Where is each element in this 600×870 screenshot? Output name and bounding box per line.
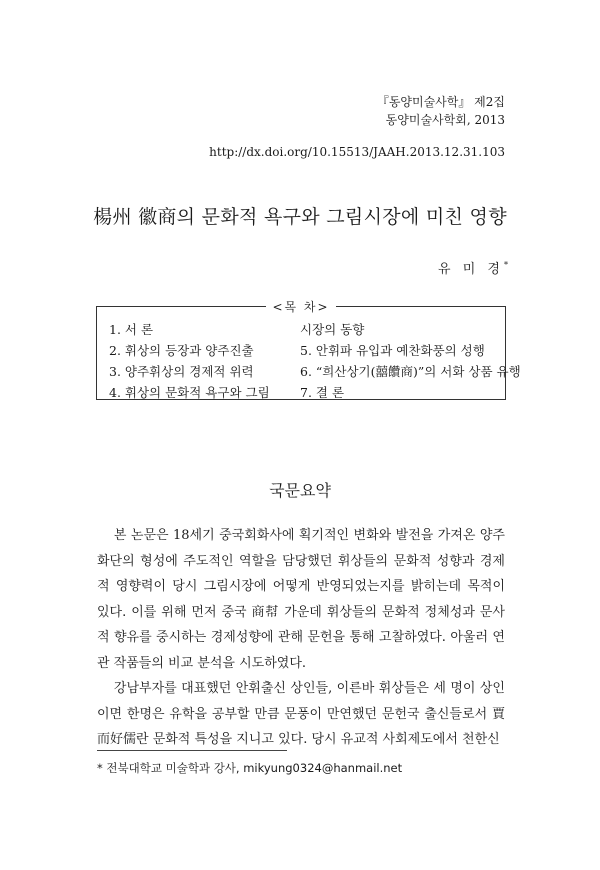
toc-item: 7. 결 론: [300, 385, 345, 400]
author: [438, 258, 508, 277]
toc-item: 3. 양주휘상의 경제적 위력: [109, 364, 254, 379]
toc-item: 2. 휘상의 등장과 양주진출: [109, 343, 254, 358]
toc-item: 1. 서 론: [109, 322, 154, 337]
publisher: 동양미술사학회, 2013: [385, 113, 505, 127]
abstract-paragraph: 강남부자를 대표했던 안휘출신 상인들, 이른바 휘상들은 세 명이 상인이면 한명은 유학을 공부할 만큼 문풍이 만연했던 문헌국 출신들로서 賈而好儒란 문화적 특성을 지니고 있다. 당시 유교적 사회제도에서 천한신: [97, 681, 505, 747]
toc-item: 5. 안휘파 유입과 예찬화풍의 성행: [300, 343, 485, 358]
toc-item: 4. 휘상의 문화적 욕구와 그림: [109, 385, 270, 400]
author-footnote-mark: *: [504, 260, 508, 270]
abstract-paragraph: 본 논문은 18세기 중국회화사에 획기적인 변화와 발전을 가져온 양주화단의 형성에 주도적인 역할을 담당했던 휘상들의 문화적 성향과 경제적 영향력이 당시 그림시장에 어떻게 반영되었는지를 밝히는데 목적이 있다. 이를 위해 먼저 중국 商幇 가운데 휘상들의 문화적 정체성과 문사적 향유를 중시하는 경제성향에 관해 문헌을 통해 고찰하였다. 아울러 연관 작품들의 비교 분석을 시도하였다.: [97, 528, 505, 671]
journal-name: 『동양미술사학』 제2집: [376, 95, 505, 109]
toc-left-column: [109, 319, 270, 403]
abstract-heading: 국문요약: [269, 481, 331, 500]
doi-link[interactable]: http://dx.doi.org/10.15513/JAAH.2013.12.31.103: [209, 145, 505, 159]
table-of-contents: [96, 300, 521, 400]
journal-info: [377, 93, 505, 129]
toc-item: 6. “희산상기(囍饡商)”의 서화 상품 유행: [300, 364, 521, 379]
author-name: 유 미 경: [438, 262, 504, 277]
toc-item: 시장의 동향: [300, 322, 365, 337]
toc-heading: <목 차>: [97, 298, 505, 315]
toc-right-column: [300, 319, 521, 403]
abstract-body: [97, 523, 505, 753]
footnote-divider: [97, 750, 287, 751]
footnote: * 전북대학교 미술학과 강사, mikyung0324@hanmail.net: [97, 761, 403, 775]
paper-title: 楊州 徽商의 문화적 욕구와 그림시장에 미친 영향: [93, 206, 507, 228]
